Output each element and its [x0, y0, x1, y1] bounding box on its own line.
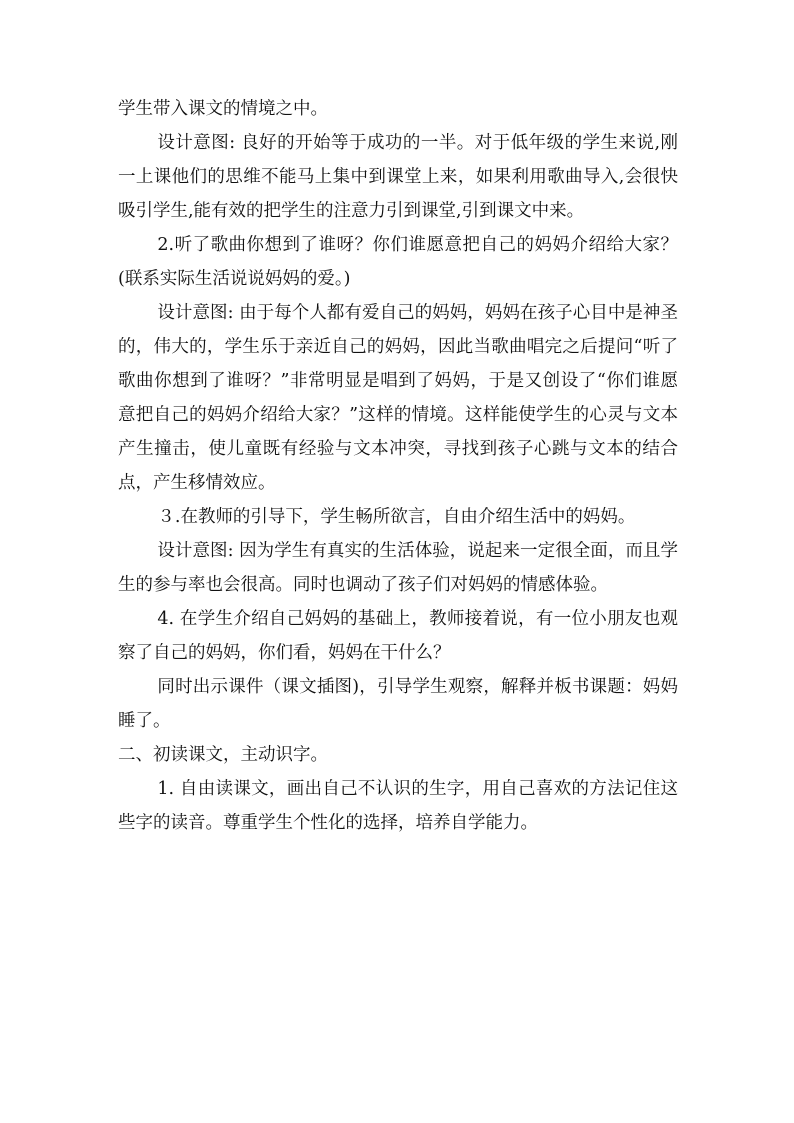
paragraph-8: 同时出示课件（课文插图)，引导学生观察，解释并板书课题：妈妈睡了。 — [118, 677, 678, 731]
paragraph-1: 学生带入课文的情境之中。 — [118, 99, 328, 119]
paragraph-4: 设计意图: 由于每个人都有爱自己的妈妈，妈妈在孩子心目中是神圣的，伟大的，学生乐于亲近自己的妈妈，因此当歌曲唱完之后提问“听了歌曲你想到了谁呀？”非常明显是唱到了妈妈，于是又创设了“你们谁愿意把自己的妈妈介绍给大家？”这样的情境。这样能使学生的心灵与文本产生撞击，使儿童既有经验与文本冲突，寻找到孩子心跳与文本的结合点，产生移情效应。 — [118, 303, 678, 493]
section-heading-2: 二、初读课文，主动识字。 — [118, 745, 328, 765]
paragraph-3: 2.听了歌曲你想到了谁呀？你们谁愿意把自己的妈妈介绍给大家？(联系实际生活说说妈妈的爱。) — [118, 235, 678, 289]
paragraph-7: 4. 在学生介绍自己妈妈的基础上，教师接着说，有一位小朋友也观察了自己的妈妈，你们看，妈妈在干什么？ — [118, 609, 678, 663]
paragraph-2: 设计意图: 良好的开始等于成功的一半。对于低年级的学生来说,刚一上课他们的思维不能马上集中到课堂上来，如果利用歌曲导入,会很快吸引学生,能有效的把学生的注意力引到课堂,引到课文中来。 — [118, 133, 678, 221]
paragraph-6: 设计意图: 因为学生有真实的生活体验，说起来一定很全面，而且学生的参与率也会很高。同时也调动了孩子们对妈妈的情感体验。 — [118, 541, 678, 595]
document-body — [118, 92, 678, 840]
paragraph-10: 1. 自由读课文，画出自己不认识的生字，用自己喜欢的方法记住这些字的读音。尊重学生个性化的选择，培养自学能力。 — [118, 779, 678, 833]
paragraph-5: ３.在教师的引导下，学生畅所欲言，自由介绍生活中的妈妈。 — [157, 507, 636, 527]
